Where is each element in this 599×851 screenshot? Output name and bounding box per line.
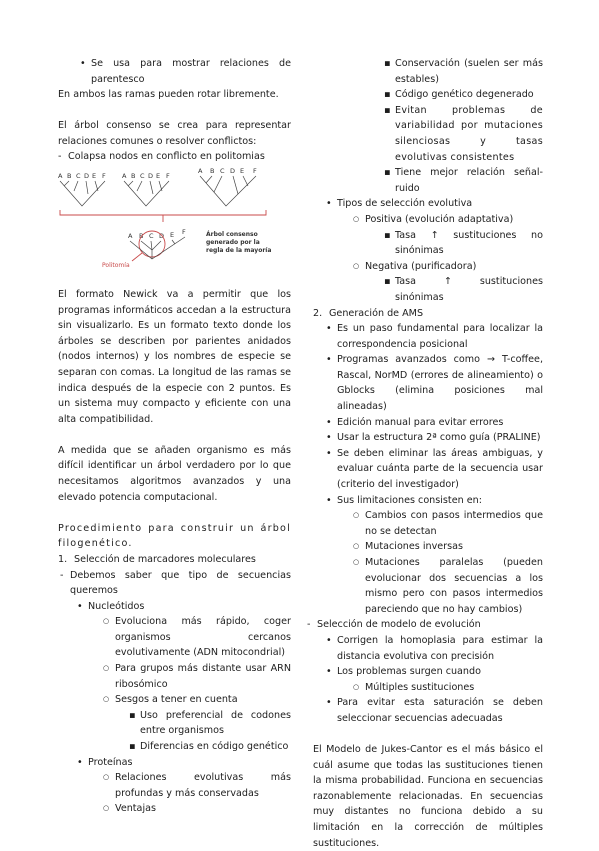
paragraph-newick: El formato Newick va a permitir que los programas informáticos accedan a la estructura sin visualizarlo. Es un formato texto donde los árboles se describen por parientes anidados (nodos internos) y los nombres de especie se separan con comas. La longitud de las ramas se indica después de la especie con 2 puntos. Es un sistema muy compacto y eficiente con una alta compatibilidad. — [58, 289, 291, 425]
tree1-leaf-d: D — [84, 172, 90, 180]
dash-tipo-secuencias: - Debemos saber que tipo de secuencias queremos — [70, 568, 291, 599]
circle-negativa: ○ Negativa (purificadora) — [365, 259, 543, 275]
bullet-estructura: • Usar la estructura 2ª como guía (PRALINE) — [337, 430, 543, 446]
left-column-bottom — [58, 287, 291, 817]
consensus-leaf-b: B — [139, 232, 144, 240]
tree2-leaf-f: F — [166, 172, 170, 180]
tree-branches — [60, 176, 256, 206]
paragraph-ramas-rotar: En ambos las ramas pueden rotar libremente. — [58, 89, 279, 101]
bullet-edicion-manual: • Edición manual para evitar errores — [337, 415, 543, 431]
bullet-tipos-seleccion: • Tipos de selección evolutiva — [337, 196, 543, 212]
tree2-leaf-d: D — [148, 172, 154, 180]
left-column-top — [58, 56, 291, 165]
bullet-parentesco: • Se usa para mostrar relaciones de parentesco — [91, 56, 291, 87]
consensus-tree-figure — [58, 164, 288, 276]
square-evitan: ▪ Evitan problemas de variabilidad por mutaciones silenciosas y tasas evolutivas consistentes — [395, 103, 543, 165]
tree1-leaf-f: F — [102, 172, 106, 180]
circle-mutaciones-paralelas: ○ Mutaciones paralelas (pueden evolucionar dos secuencias a los mismo pero con pasos intermedios pareciendo que no hay cambios) — [365, 555, 543, 617]
tree2-leaf-e: E — [156, 172, 161, 180]
square-conservacion: ▪ Conservación (suelen ser más estables) — [395, 56, 543, 87]
circle-evoluciona: ○ Evoluciona más rápido, coger organismos cercanos evolutivamente (ADN mitocondrial) — [115, 614, 291, 661]
consensus-leaf-f: F — [182, 228, 186, 236]
paragraph-arbol-consenso: El árbol consenso se crea para representar relaciones comunes o resolver conflictos: — [58, 120, 291, 147]
tree2-leaf-b: B — [131, 172, 136, 180]
paragraph-jukes-cantor: El Modelo de Jukes-Cantor es el más básico el cuál asume que todas las sustituciones tienen la misma probabilidad. Funciona en secuencias razonablemente relacionadas. En secuencias muy distantes no funciona debido a su limitación en la corrección de múltiples sustituciones. — [313, 744, 543, 849]
tree1-leaf-c: C — [76, 172, 81, 180]
square-senal-ruido: ▪ Tiene mejor relación señal-ruido — [395, 165, 543, 196]
bullet-nucleotidos: • Nucleótidos — [88, 599, 291, 615]
circle-mutaciones-inversas: ○ Mutaciones inversas — [365, 539, 543, 555]
tree-labels — [58, 167, 257, 240]
tree3-leaf-c: C — [220, 167, 225, 175]
tree3-leaf-a: A — [198, 167, 203, 175]
consensus-leaf-d: D — [159, 232, 165, 240]
bullet-saturacion: • Para evitar esta saturación se deben seleccionar secuencias adecuadas — [337, 695, 543, 726]
heading-procedimiento: Procedimiento para construir un árbol filogenético. — [58, 522, 291, 550]
circle-cambios: ○ Cambios con pasos intermedios que no se detectan — [365, 508, 543, 539]
tree2-leaf-c: C — [140, 172, 145, 180]
bullet-proteinas: • Proteínas — [88, 755, 291, 771]
tree1-leaf-b: B — [67, 172, 72, 180]
circle-sesgos: ○ Sesgos a tener en cuenta — [115, 692, 291, 708]
consensus-leaf-e: E — [170, 231, 175, 239]
square-codones: ▪ Uso preferencial de codones entre organismos — [140, 708, 291, 739]
bullet-problemas: • Los problemas surgen cuando — [337, 664, 543, 680]
politomia-pointer — [132, 253, 142, 261]
politomia-label: Politomía — [102, 262, 130, 269]
tree1-leaf-e: E — [92, 172, 97, 180]
consensus-label-1: Árbol consenso — [206, 231, 258, 238]
bullet-paso-fundamental: • Es un paso fundamental para localizar la correspondencia posicional — [337, 321, 543, 352]
bullet-homoplasia: • Corrigen la homoplasia para estimar la distancia evolutiva con precisión — [337, 633, 543, 664]
tree3-leaf-e: E — [240, 167, 245, 175]
square-codigo-degenerado: ▪ Código genético degenerado — [395, 87, 543, 103]
consensus-label-2: generado por la — [206, 239, 260, 246]
consensus-label — [206, 231, 271, 254]
consensus-label-3: regla de la mayoría — [206, 247, 272, 254]
tree3-leaf-f: F — [253, 167, 257, 175]
tree3-leaf-b: B — [210, 167, 215, 175]
step-1-marcadores: 1. Selección de marcadores moleculares — [74, 552, 291, 568]
tree1-leaf-a: A — [58, 172, 63, 180]
square-tasa-no-sinonimas: ▪ Tasa ↑ sustituciones no sinónimas — [395, 228, 543, 259]
circle-relaciones: ○ Relaciones evolutivas más profundas y más conservadas — [115, 770, 291, 801]
bullet-eliminar-areas: • Se deben eliminar las áreas ambiguas, y evaluar cuánta parte de la secuencia usar (criterio del investigador) — [337, 446, 543, 493]
circle-positiva: ○ Positiva (evolución adaptativa) — [365, 212, 543, 228]
tree3-leaf-d: D — [230, 167, 236, 175]
dash-modelo-evolucion: - Selección de modelo de evolución — [317, 617, 543, 633]
square-codigo: ▪ Diferencias en código genético — [140, 739, 291, 755]
dash-politomias: - Colapsa nodos en conflicto en politomias — [68, 149, 291, 165]
circle-multiples: ○ Múltiples sustituciones — [365, 680, 543, 696]
bullet-limitaciones: • Sus limitaciones consisten en: — [337, 493, 543, 509]
square-tasa-sinonimas: ▪ Tasa ↑ sustituciones sinónimas — [395, 274, 543, 305]
consensus-leaf-c: C — [149, 232, 154, 240]
consensus-leaf-a: A — [128, 232, 133, 240]
circle-arn: ○ Para grupos más distante usar ARN ribosómico — [115, 661, 291, 692]
circle-ventajas: ○ Ventajas — [115, 801, 291, 817]
step-2-ams: 2. Generación de AMS — [329, 306, 543, 322]
bullet-programas: • Programas avanzados como → T-coffee, Rascal, NorMD (errores de alineamiento) o Gblocks (elimina posiciones mal alineadas) — [337, 352, 543, 414]
tree2-leaf-a: A — [122, 172, 127, 180]
paragraph-organismos: A medida que se añaden organismo es más difícil identificar un árbol verdadero por lo que necesitamos algoritmos avanzados y una elevado potencia computacional. — [58, 444, 291, 503]
right-column — [313, 56, 543, 851]
